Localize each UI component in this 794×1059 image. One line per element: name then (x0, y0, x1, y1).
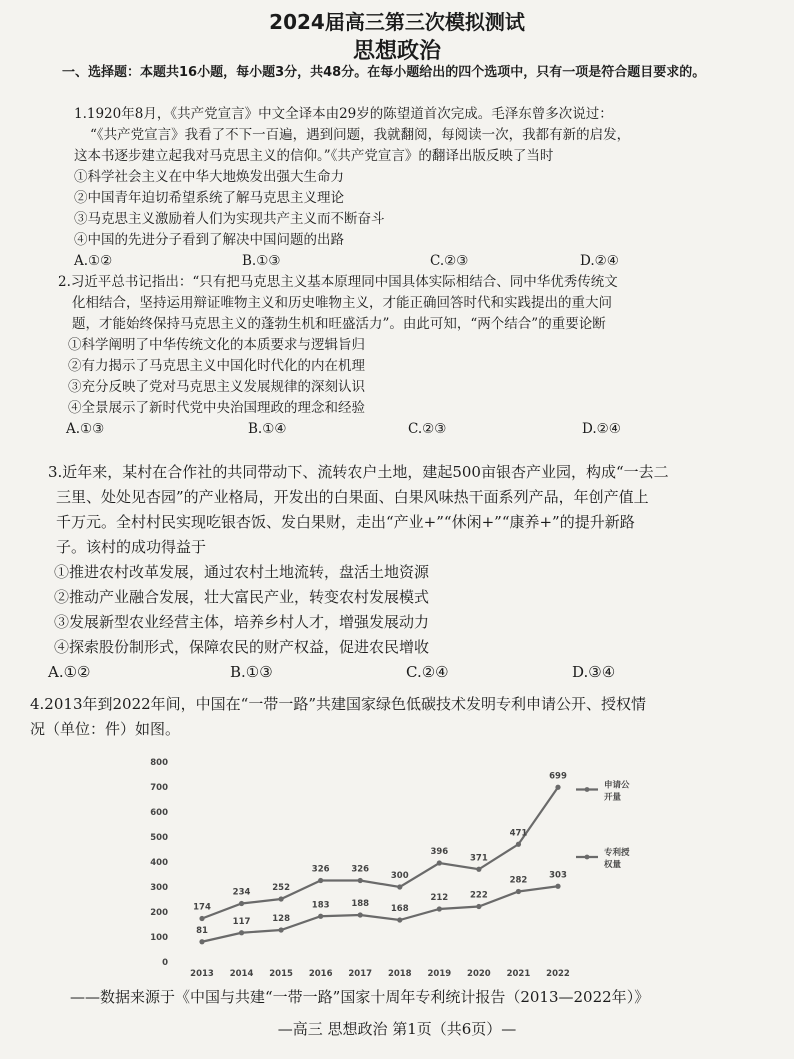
option-d[interactable]: D.②④ (582, 421, 621, 437)
q3-stem-line: 3.近年来，某村在合作社的共同带动下、流转农户土地，建起500亩银杏产业园，构成“一去二 (48, 463, 669, 481)
x-tick-label: 2013 (190, 969, 214, 979)
option-c[interactable]: C.②③ (430, 253, 469, 269)
y-tick-label: 400 (150, 858, 168, 868)
option-d[interactable]: D.③④ (572, 663, 616, 681)
data-point (516, 889, 521, 894)
q2-item: ④全景展示了新时代党中央治国理政的理念和经验 (68, 400, 365, 416)
q2-item: ③充分反映了党对马克思主义发展规律的深刻认识 (68, 379, 365, 395)
data-point (279, 927, 284, 932)
section-heading: 一、选择题：本题共16小题，每小题3分，共48分。在每小题给出的四个选项中，只有一项是符合题目要求的。 (62, 65, 706, 80)
data-label: 326 (351, 864, 370, 875)
data-point (318, 878, 323, 883)
q3-stem-line: 子。该村的成功得益于 (56, 538, 207, 556)
q3-item: ④探索股份制形式，保障农民的财产权益，促进农民增收 (54, 638, 430, 656)
y-tick-label: 200 (150, 908, 168, 918)
question-2 (58, 272, 738, 440)
x-tick-label: 2019 (427, 969, 452, 979)
data-point (239, 901, 244, 906)
q3-stem-line: 三里、处处见杏园”的产业格局，开发出的白果面、白果风味热干面系列产品，年创产值上 (56, 488, 649, 506)
q3-item: ②推动产业融合发展，壮大富民产业，转变农村发展模式 (54, 588, 430, 606)
y-tick-label: 100 (150, 933, 168, 943)
x-tick-label: 2015 (269, 969, 293, 979)
data-point (279, 896, 284, 901)
q1-stem-line: 这本书逐步建立起我对马克思主义的信仰。”《共产党宣言》的翻译出版反映了当时 (74, 148, 554, 164)
data-label: 396 (430, 847, 449, 857)
data-point (199, 916, 204, 921)
x-tick-label: 2014 (229, 969, 254, 979)
data-point (555, 785, 560, 790)
y-tick-label: 0 (162, 958, 168, 968)
question-1 (74, 104, 734, 272)
subject-title: 思想政治 (352, 39, 441, 64)
q1-item: ④中国的先进分子看到了解决中国问题的出路 (74, 232, 344, 248)
data-label: 471 (509, 828, 528, 839)
x-tick-label: 2018 (387, 969, 412, 979)
data-label: 174 (193, 902, 211, 913)
data-point (397, 917, 402, 922)
y-tick-label: 500 (150, 833, 168, 843)
data-label: 212 (430, 893, 449, 903)
data-point (397, 884, 402, 889)
q3-options (48, 660, 768, 685)
data-label: 303 (549, 870, 567, 881)
q1-options (74, 251, 734, 272)
data-point (239, 930, 244, 935)
q1-item: ②中国青年迫切希望系统了解马克思主义理论 (74, 190, 344, 206)
data-point (318, 914, 323, 919)
data-point (476, 867, 481, 872)
data-label: 699 (549, 771, 567, 782)
data-label: 168 (390, 904, 409, 914)
chart-svg (140, 752, 700, 982)
y-tick-label: 300 (150, 883, 168, 893)
data-point (358, 912, 363, 917)
x-tick-label: 2022 (546, 969, 570, 979)
data-point (476, 904, 481, 909)
q2-options (58, 419, 738, 440)
data-source-note: ——数据来源于《中国与共建“一带一路”国家十周年专利统计报告（2013—2022年）》 (70, 988, 650, 1006)
data-label: 326 (311, 864, 330, 875)
y-tick-label: 600 (150, 808, 168, 818)
q3-stem-line: 千万元。全村村民实现吃银杏饭、发白果财，走出“产业+”“休闲+”“康养+”的提升新路 (56, 513, 635, 531)
x-tick-label: 2021 (506, 969, 531, 979)
q1-item: ③马克思主义激励着人们为实现共产主义而不断奋斗 (74, 211, 385, 227)
y-tick-label: 800 (150, 758, 168, 768)
option-a[interactable]: A.①② (74, 253, 113, 269)
option-b[interactable]: B.①④ (248, 421, 287, 437)
data-label: 282 (509, 875, 528, 886)
data-point (555, 884, 560, 889)
legend-marker (585, 787, 590, 792)
option-b[interactable]: B.①③ (230, 663, 273, 681)
q1-stem-line: 1.1920年8月，《共产党宣言》中文全译本由29岁的陈望道首次完成。毛泽东曾多次说过： (74, 106, 613, 122)
data-label: 81 (196, 925, 208, 936)
legend-label: 申请公 (604, 780, 630, 791)
q2-item: ②有力揭示了马克思主义中国化时代化的内在机理 (68, 358, 365, 374)
option-a[interactable]: A.①② (48, 663, 91, 681)
data-point (437, 860, 442, 865)
question-4 (30, 692, 780, 742)
data-label: 300 (390, 871, 409, 881)
data-label: 117 (232, 916, 251, 927)
option-b[interactable]: B.①③ (242, 253, 281, 269)
data-point (437, 906, 442, 911)
q2-stem-line: 2.习近平总书记指出：“只有把马克思主义基本原理同中国具体实际相结合、同中华优秀传统文 (58, 274, 618, 290)
legend-label: 开量 (604, 792, 622, 803)
legend-marker (585, 855, 590, 860)
option-c[interactable]: C.②③ (408, 421, 447, 437)
series-line (202, 787, 558, 918)
data-label: 188 (351, 899, 370, 909)
series-line (202, 886, 558, 942)
data-point (516, 842, 521, 847)
data-label: 222 (470, 890, 488, 901)
exam-title: 2024届高三第三次模拟测试 (269, 10, 525, 34)
x-tick-label: 2016 (308, 969, 333, 979)
question-3 (48, 460, 768, 685)
legend-label: 权量 (604, 860, 622, 870)
option-c[interactable]: C.②④ (406, 663, 449, 681)
x-tick-label: 2017 (348, 969, 373, 979)
y-tick-label: 700 (150, 783, 168, 793)
legend-label: 专利授 (604, 848, 630, 858)
q4-stem-line: 况（单位：件）如图。 (30, 720, 181, 738)
option-d[interactable]: D.②④ (580, 253, 619, 269)
q2-stem-line: 题，才能始终保持马克思主义的蓬勃生机和旺盛活力”。由此可知，“两个结合”的重要论断 (72, 316, 606, 332)
page-footer: —高三 思想政治 第1页（共6页）— (277, 1020, 517, 1038)
data-point (358, 878, 363, 883)
q2-stem-line: 化相结合，坚持运用辩证唯物主义和历史唯物主义，才能正确回答时代和实践提出的重大问 (72, 295, 612, 311)
q3-item: ③发展新型农业经营主体，培养乡村人才，增强发展动力 (54, 613, 430, 631)
data-label: 234 (232, 887, 251, 898)
option-a[interactable]: A.①③ (66, 421, 105, 437)
patent-line-chart (140, 752, 700, 982)
q3-item: ①推进农村改革发展，通过农村土地流转，盘活土地资源 (54, 563, 430, 581)
q4-stem-line: 4.2013年到2022年间，中国在“一带一路”共建国家绿色低碳技术发明专利申请公开、授权情 (30, 695, 646, 713)
q1-item: ①科学社会主义在中华大地焕发出强大生命力 (74, 169, 344, 185)
q1-stem-line: “《共产党宣言》我看了不下一百遍，遇到问题，我就翻阅，每阅读一次，我都有新的启发， (90, 127, 631, 143)
data-label: 371 (470, 853, 488, 864)
data-label: 183 (311, 900, 330, 911)
data-point (199, 939, 204, 944)
q2-item: ①科学阐明了中华传统文化的本质要求与逻辑旨归 (68, 337, 365, 353)
x-tick-label: 2020 (467, 969, 491, 979)
data-label: 128 (272, 914, 290, 924)
data-label: 252 (272, 883, 290, 893)
